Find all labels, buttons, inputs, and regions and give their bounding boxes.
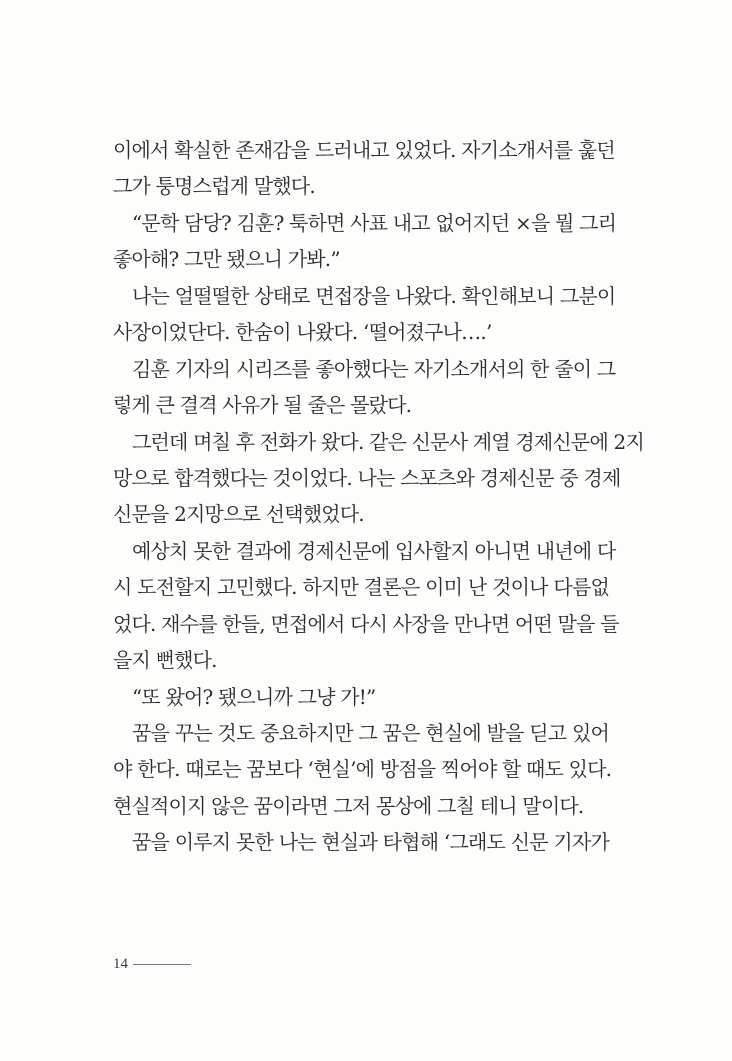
- page-footer: [113, 956, 191, 973]
- text-line: “또 왔어? 됐으니까 그냥 가!”: [132, 684, 376, 709]
- text-line: 그런데 며칠 후 전화가 왔다. 같은 신문사 계열 경제신문에 2지: [132, 429, 644, 454]
- footer-rule: [133, 964, 191, 965]
- text-line: 현실적이지 않은 꿈이라면 그저 몽상에 그칠 테니 말이다.: [113, 793, 584, 818]
- text-line: 망으로 합격했다는 것이었다. 나는 스포츠와 경제신문 중 경제: [113, 465, 621, 490]
- text-line: “문학 담당? 김훈? 툭하면 사표 내고 없어지던 ×을 뭘 그리: [132, 210, 617, 235]
- text-line: 었다. 재수를 한들, 면접에서 다시 사장을 만나면 어떤 말을 들: [113, 611, 619, 636]
- text-line: 김훈 기자의 시리즈를 좋아했다는 자기소개서의 한 줄이 그: [132, 356, 616, 381]
- text-line: 나는 얼떨떨한 상태로 면접장을 나왔다. 확인해보니 그분이: [132, 283, 616, 308]
- text-line: 예상치 못한 결과에 경제신문에 입사할지 아니면 내년에 다: [132, 538, 616, 563]
- text-line: 꿈을 이루지 못한 나는 현실과 타협해 ‘그래도 신문 기자가: [132, 830, 609, 855]
- text-line: 좋아해? 그만 됐으니 가봐.”: [113, 247, 340, 272]
- text-line: 그가 퉁명스럽게 말했다.: [113, 174, 315, 199]
- text-line: 신문을 2지망으로 선택했었다.: [113, 502, 364, 527]
- text-line: 야 한다. 때로는 꿈보다 ‘현실’에 방점을 찍어야 할 때도 있다.: [113, 757, 612, 782]
- text-line: 사장이었단다. 한숨이 나왔다. ‘떨어졌구나….’: [113, 320, 492, 345]
- text-line: 이에서 확실한 존재감을 드러내고 있었다. 자기소개서를 훑던: [113, 138, 615, 162]
- text-line: 렇게 큰 결격 사유가 될 줄은 몰랐다.: [113, 393, 412, 418]
- text-line: 시 도전할지 고민했다. 하지만 결론은 이미 난 것이나 다름없: [113, 575, 609, 600]
- text-line: 꿈을 꾸는 것도 중요하지만 그 꿈은 현실에 발을 딛고 있어: [132, 721, 609, 745]
- text-line: 을지 뻔했다.: [113, 648, 217, 673]
- page-number: 14: [113, 956, 128, 972]
- body-text: [113, 132, 644, 861]
